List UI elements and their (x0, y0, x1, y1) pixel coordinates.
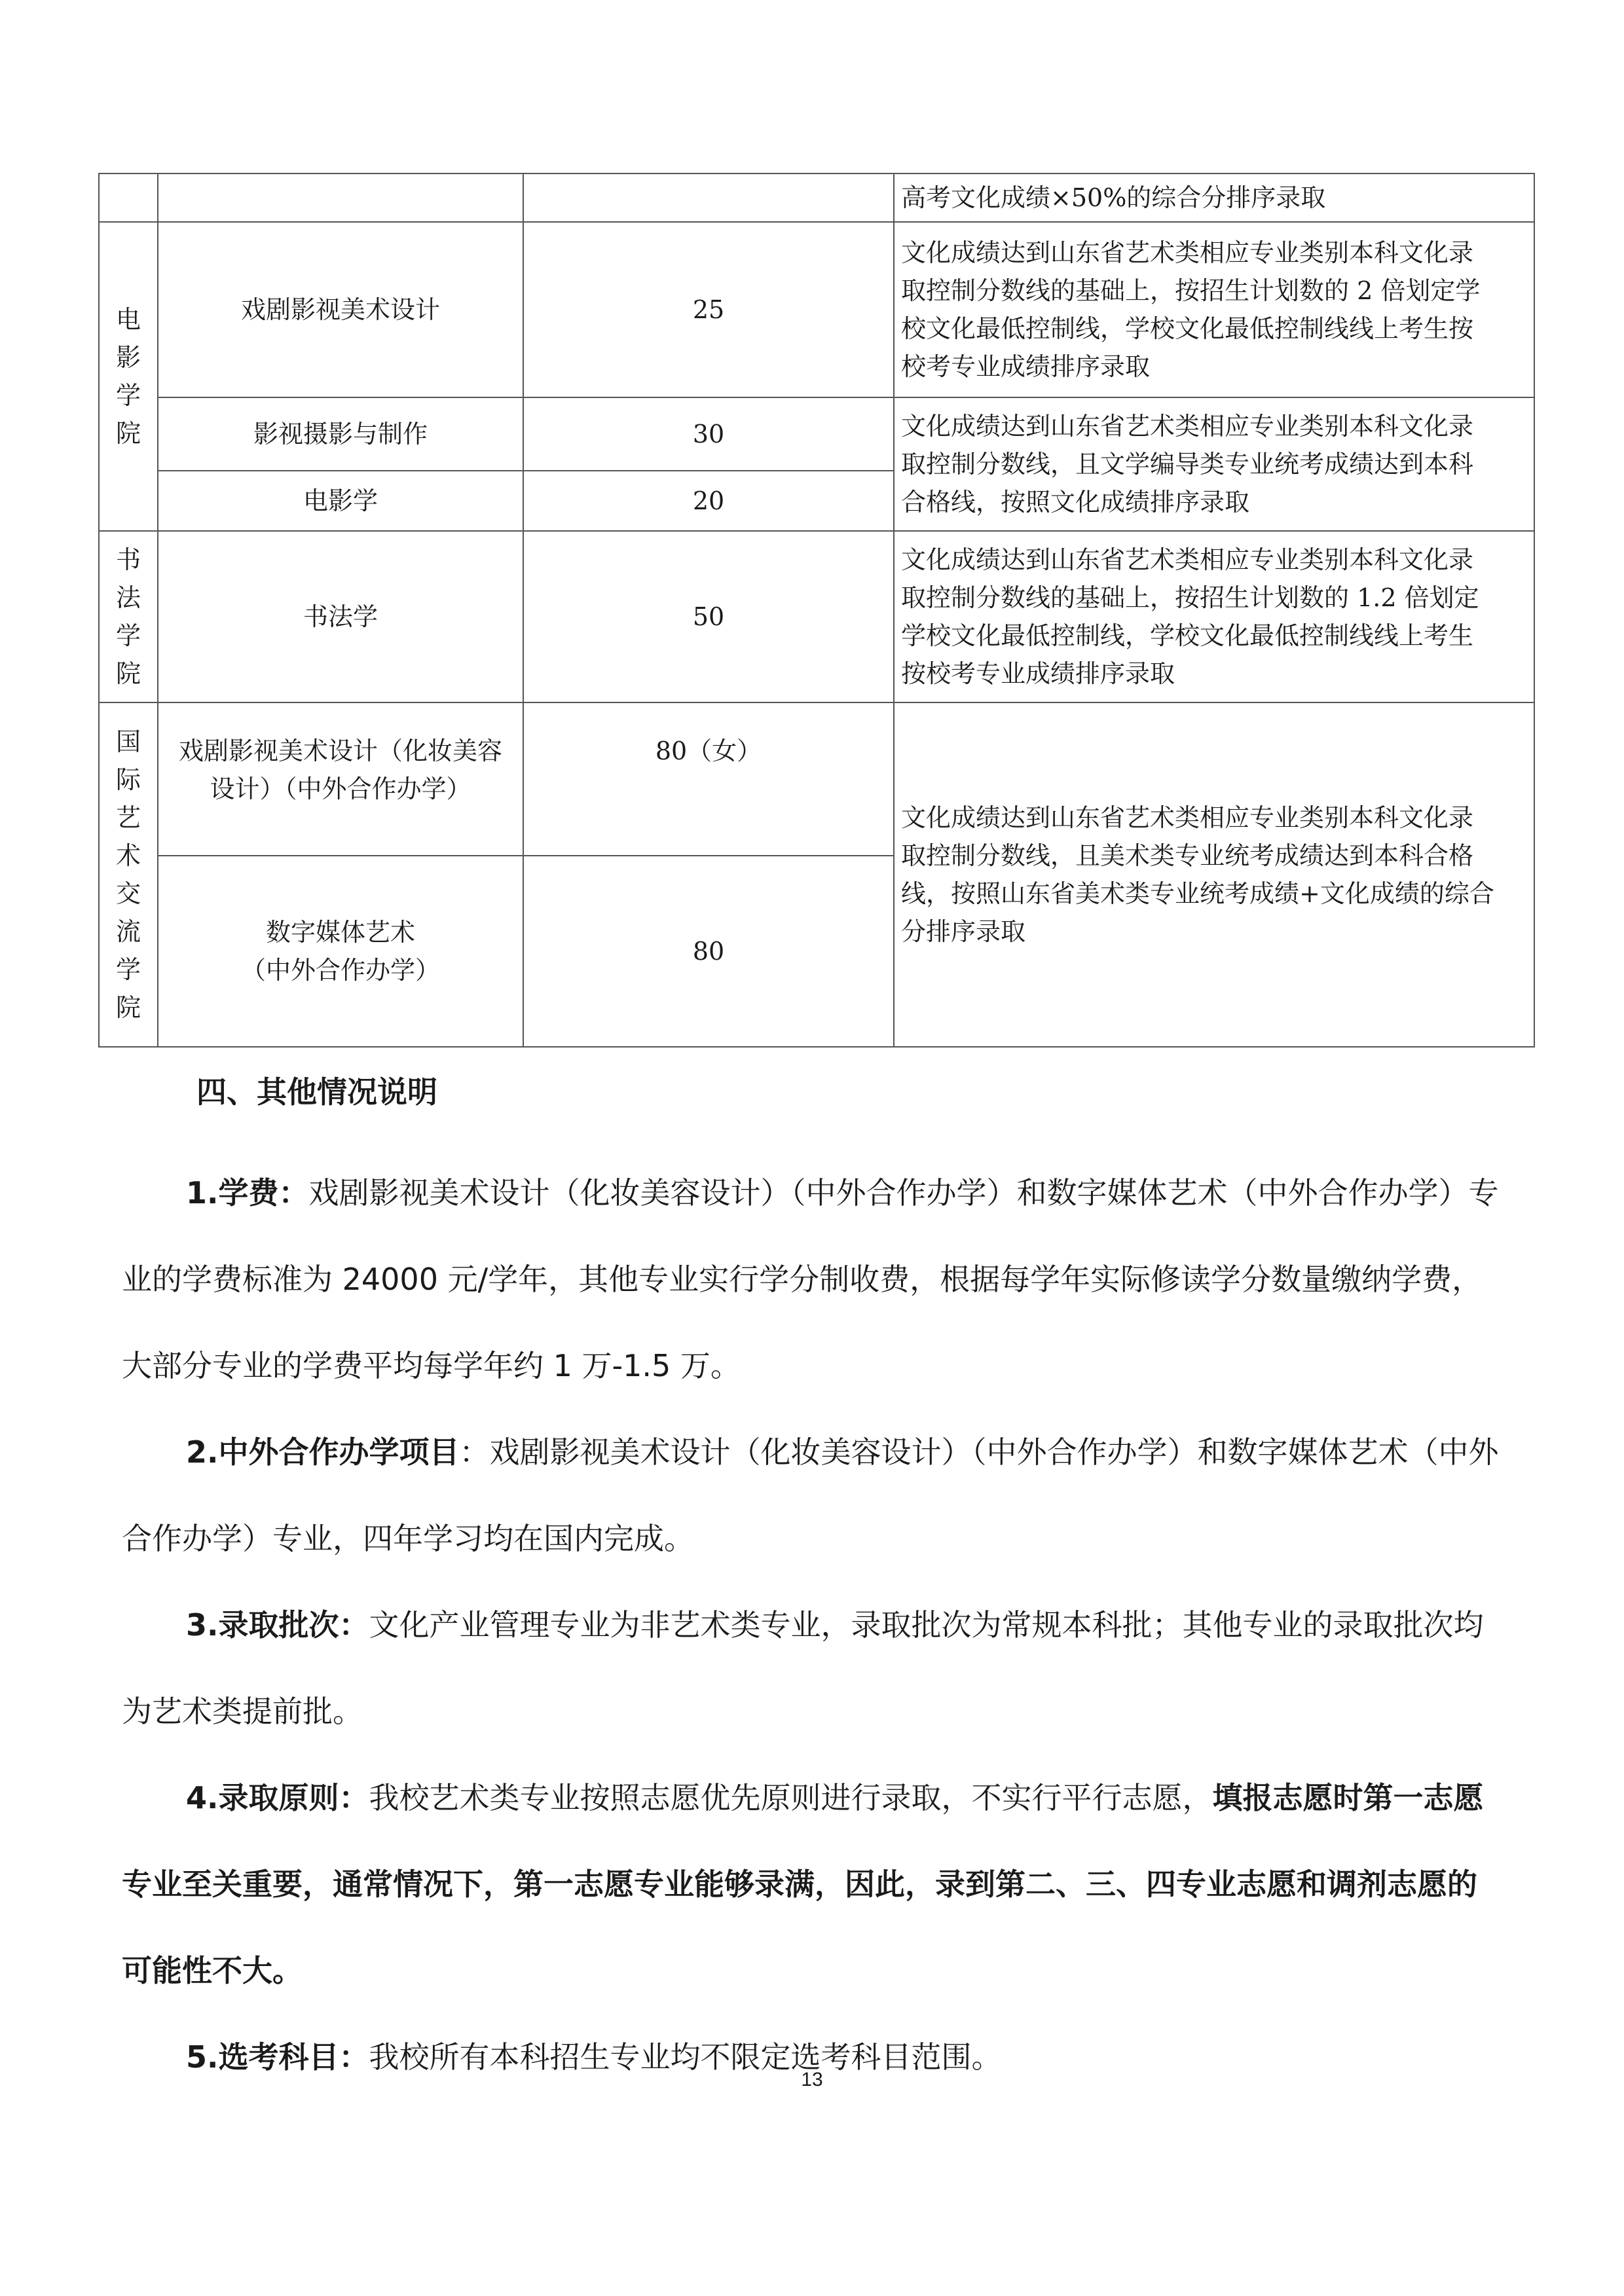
admission-table (98, 173, 1535, 1048)
quota-cell: 80 (523, 856, 894, 1047)
table-cell (99, 173, 158, 222)
criteria-cell: 文化成绩达到山东省艺术类相应专业类别本科文化录 取控制分数线，且文学编导类专业统考成绩达到本科 合格线，按照文化成绩排序录取 (894, 397, 1534, 531)
table-cell (523, 173, 894, 222)
college-cell-guoji: 国 际 艺 术 交 流 学 院 (99, 702, 158, 1047)
college-cell-shufa: 书 法 学 院 (99, 531, 158, 702)
criteria-cell: 文化成绩达到山东省艺术类相应专业类别本科文化录 取控制分数线，且美术类专业统考成绩达到本科合格 线，按照山东省美术类专业统考成绩+文化成绩的综合 分排序录取 (894, 702, 1534, 1047)
table-row (99, 397, 1534, 471)
quota-cell: 50 (523, 531, 894, 702)
major-cell: 电影学 (158, 471, 523, 531)
table-row (99, 173, 1534, 222)
major-cell: 戏剧影视美术设计 (158, 222, 523, 397)
table-row (99, 702, 1534, 856)
college-cell-dianying: 电 影 学 院 (99, 222, 158, 531)
criteria-cell: 高考文化成绩×50%的综合分排序录取 (894, 173, 1534, 222)
notes-list (122, 1150, 1504, 2100)
criteria-cell: 文化成绩达到山东省艺术类相应专业类别本科文化录 取控制分数线的基础上，按招生计划数的 1.2 倍划定 学校文化最低控制线，学校文化最低控制线线上考生 按校考专业成绩排序录取 (894, 531, 1534, 702)
major-cell: 戏剧影视美术设计（化妆美容 设计）（中外合作办学） (158, 702, 523, 856)
note-cooperation: 2.中外合作办学项目：戏剧影视美术设计（化妆美容设计）（中外合作办学）和数字媒体艺术（中外合作办学）专业，四年学习均在国内完成。 (122, 1434, 1499, 1556)
note-subjects: 5.选考科目：我校所有本科招生专业均不限定选考科目范围。 (186, 2039, 1002, 2075)
page-number: 13 (801, 2069, 823, 2090)
table-row (99, 222, 1534, 397)
quota-cell: 80（女） (523, 702, 894, 856)
table-row (99, 531, 1534, 702)
note-admission-batch: 3.录取批次：文化产业管理专业为非艺术类专业，录取批次为常规本科批；其他专业的录取批次均为艺术类提前批。 (122, 1607, 1484, 1729)
major-cell: 书法学 (158, 531, 523, 702)
major-cell: 影视摄影与制作 (158, 397, 523, 471)
quota-cell: 20 (523, 471, 894, 531)
note-admission-principle: 4.录取原则：我校艺术类专业按照志愿优先原则进行录取，不实行平行志愿，填报志愿时第一志愿专业至关重要，通常情况下，第一志愿专业能够录满，因此，录到第二、三、四专业志愿和调剂志愿的可能性不大。 (122, 1780, 1484, 1988)
criteria-cell: 文化成绩达到山东省艺术类相应专业类别本科文化录 取控制分数线的基础上，按招生计划数的 2 倍划定学 校文化最低控制线，学校文化最低控制线线上考生按 校考专业成绩排序录取 (894, 222, 1534, 397)
quota-cell: 30 (523, 397, 894, 471)
quota-cell: 25 (523, 222, 894, 397)
table-cell (158, 173, 523, 222)
major-cell: 数字媒体艺术 （中外合作办学） (158, 856, 523, 1047)
section-title: 四、其他情况说明 (196, 1074, 437, 1110)
note-tuition: 1.学费：戏剧影视美术设计（化妆美容设计）（中外合作办学）和数字媒体艺术（中外合作办学）专业的学费标准为 24000 元/学年，其他专业实行学分制收费，根据每学年实际修读学分数量缴纳学费，大部分专业的学费平均每学年约 1 万-1.5 万。 (122, 1175, 1499, 1383)
